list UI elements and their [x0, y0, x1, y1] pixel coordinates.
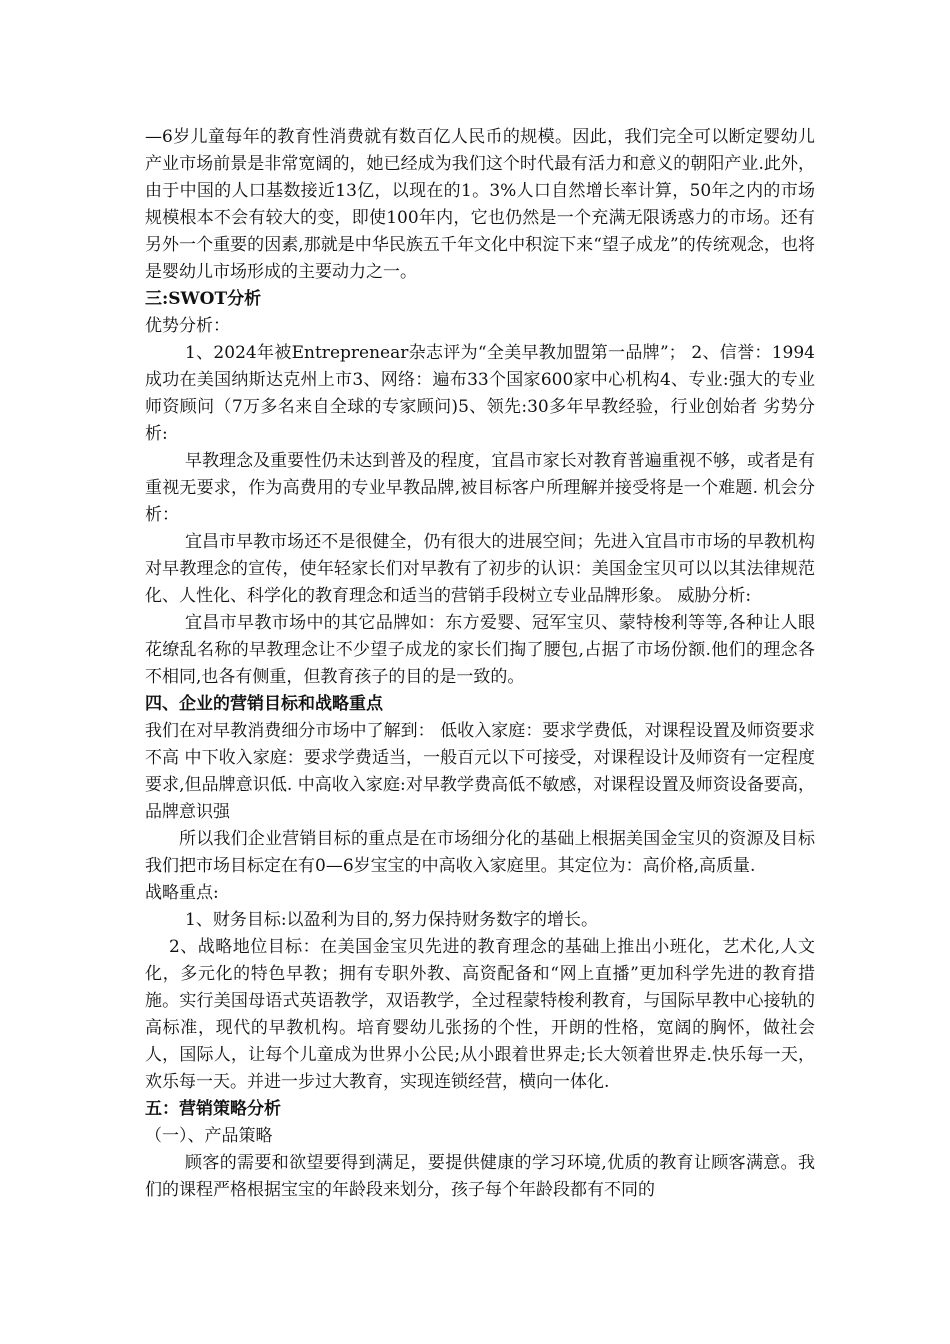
paragraph-weaknesses: 早教理念及重要性仍未达到普及的程度，宜昌市家长对教育普遍重视不够，或者是有重视无要求，作为高费用的专业早教品牌,被目标客户所理解并接受将是一个难题. 机会分析：: [145, 451, 815, 525]
paragraph-strategic-position: 2、战略地位目标：在美国金宝贝先进的教育理念的基础上推出小班化，艺术化,人文化，多元化的特色早教；拥有专职外教、高资配备和“网上直播”更加科学先进的教育措施。实行美国母语式英语教学，双语教学，全过程蒙特梭利教育，与国际早教中心接轨的高标准，现代的早教机构。培育婴幼儿张扬的个性，开朗的性格，宽阔的胸怀，做社会人，国际人，让每个儿童成为世界小公民;从小跟着世界走;长大领着世界走.快乐每一天，欢乐每一天。并进一步过大教育，实现连锁经营，横向一体化.: [145, 937, 815, 1092]
paragraph-market-outlook: —6岁儿童每年的教育性消费就有数百亿人民币的规模。因此，我们完全可以断定婴幼儿产业市场前景是非常宽阔的，她已经成为我们这个时代最有活力和意义的朝阳产业.此外，由于中国的人口基数接近13亿，以现在的1。3%人口自然增长率计算，50年之内的市场规模根本不会有较大的变，即使100年内，它也仍然是一个充满无限诱惑力的市场。还有另外一个重要的因素,那就是中华民族五千年文化中积淀下来“望子成龙”的传统观念，也将是婴幼儿市场形成的主要动力之一。: [145, 127, 815, 282]
label-product-strategy: （一）、产品策略: [145, 1126, 273, 1146]
paragraph-target: 所以我们企业营销目标的重点是在市场细分化的基础上根据美国金宝贝的资源及目标我们把市场目标定在有0—6岁宝宝的中高收入家庭里。其定位为：高价格,高质量.: [145, 829, 815, 876]
heading-strategy-analysis: 五：营销策略分析: [145, 1099, 281, 1119]
heading-marketing-goals: 四、企业的营销目标和战略重点: [145, 694, 383, 714]
heading-swot: 三:SWOT分析: [145, 289, 262, 309]
paragraph-opportunities: 宜昌市早教市场还不是很健全，仍有很大的进展空间；先进入宜昌市市场的早教机构对早教理念的宣传，使年轻家长们对早教有了初步的认识：美国金宝贝可以以其法律规范化、人性化、科学化的教育理念和适当的营销手段树立专业品牌形象。 威胁分析:: [145, 532, 815, 606]
paragraph-financial-goal: 1、财务目标:以盈利为目的,努力保持财务数字的增长。: [185, 910, 598, 930]
label-strategy-focus: 战略重点:: [145, 883, 219, 903]
label-strengths: 优势分析：: [145, 316, 230, 336]
paragraph-segmentation: 我们在对早教消费细分市场中了解到： 低收入家庭：要求学费低，对课程设置及师资要求不高 中下收入家庭：要求学费适当，一般百元以下可接受，对课程设计及师资有一定程度要求,但品牌意识低. 中高收入家庭:对早教学费高低不敏感，对课程设置及师资设备要高，品牌意识强: [145, 721, 815, 822]
paragraph-product-strategy: 顾客的需要和欲望要得到满足，要提供健康的学习环境,优质的教育让顾客满意。我们的课程严格根据宝宝的年龄段来划分，孩子每个年龄段都有不同的: [145, 1153, 815, 1200]
document-page: [145, 124, 815, 1204]
paragraph-strengths: 1、2024年被Entreprenear杂志评为“全美早教加盟第一品牌”； 2、信誉：1994成功在美国纳斯达克州上市3、网络：遍布33个国家600家中心机构4、专业:强大的专业师资顾问（7万多名来自全球的专家顾问)5、领先:30多年早教经验，行业创始者 劣势分析:: [145, 343, 815, 444]
paragraph-threats: 宜昌市早教市场中的其它品牌如：东方爱婴、冠军宝贝、蒙特梭利等等,各种让人眼花缭乱名称的早教理念让不少望子成龙的家长们掏了腰包,占据了市场份额.他们的理念各不相同,也各有侧重，但教育孩子的目的是一致的。: [145, 613, 815, 687]
